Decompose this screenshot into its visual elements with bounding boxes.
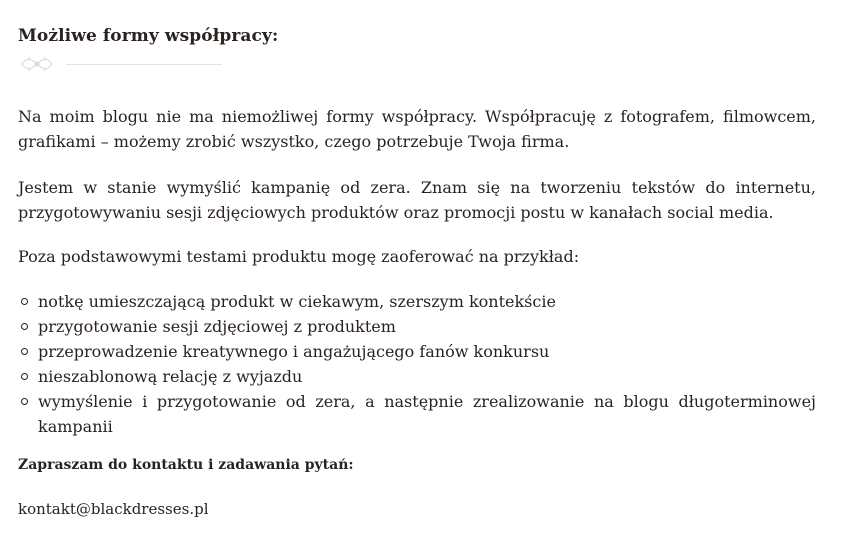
- list-item: [18, 364, 816, 389]
- offers-lead-paragraph: Poza podstawowymi testami produktu mogę zaoferować na przykład:: [18, 247, 580, 266]
- contact-email-link[interactable]: kontakt@blackdresses.pl: [18, 500, 209, 518]
- intro-paragraph: Na moim blogu nie ma niemożliwej formy współpracy. Współpracuję z fotografem, filmowcem, grafikami – możemy zrobić wszystko, czego potrzebuje Twoja firma.: [18, 107, 816, 151]
- hollow-circle-bullet-icon: [21, 298, 28, 305]
- section-divider: [18, 55, 224, 75]
- floral-ornament-icon: [18, 55, 56, 73]
- list-item: [18, 314, 816, 339]
- hollow-circle-bullet-icon: [21, 373, 28, 380]
- offers-list: [18, 289, 816, 439]
- list-item-text: wymyślenie i przygotowanie od zera, a następnie zrealizowanie na blogu długoterminowej kampanii: [38, 392, 816, 436]
- section-heading: Możliwe formy współpracy:: [18, 26, 279, 47]
- list-item-text: przygotowanie sesji zdjęciowej z produktem: [38, 317, 396, 336]
- list-item: [18, 289, 816, 314]
- hollow-circle-bullet-icon: [21, 348, 28, 355]
- list-item-text: przeprowadzenie kreatywnego i angażującego fanów konkursu: [38, 342, 550, 361]
- list-item: [18, 339, 816, 364]
- campaign-paragraph: Jestem w stanie wymyślić kampanię od zera. Znam się na tworzeniu tekstów do internetu, przygotowywaniu sesji zdjęciowych produktów oraz promocji postu w kanałach social media.: [18, 178, 816, 222]
- list-item-text: nieszablonową relację z wyjazdu: [38, 367, 303, 386]
- divider-line: [66, 64, 222, 65]
- list-item: [18, 389, 816, 439]
- list-item-text: notkę umieszczającą produkt w ciekawym, szerszym kontekście: [38, 292, 556, 311]
- hollow-circle-bullet-icon: [21, 398, 28, 405]
- contact-invite: Zapraszam do kontaktu i zadawania pytań:: [18, 457, 354, 473]
- hollow-circle-bullet-icon: [21, 323, 28, 330]
